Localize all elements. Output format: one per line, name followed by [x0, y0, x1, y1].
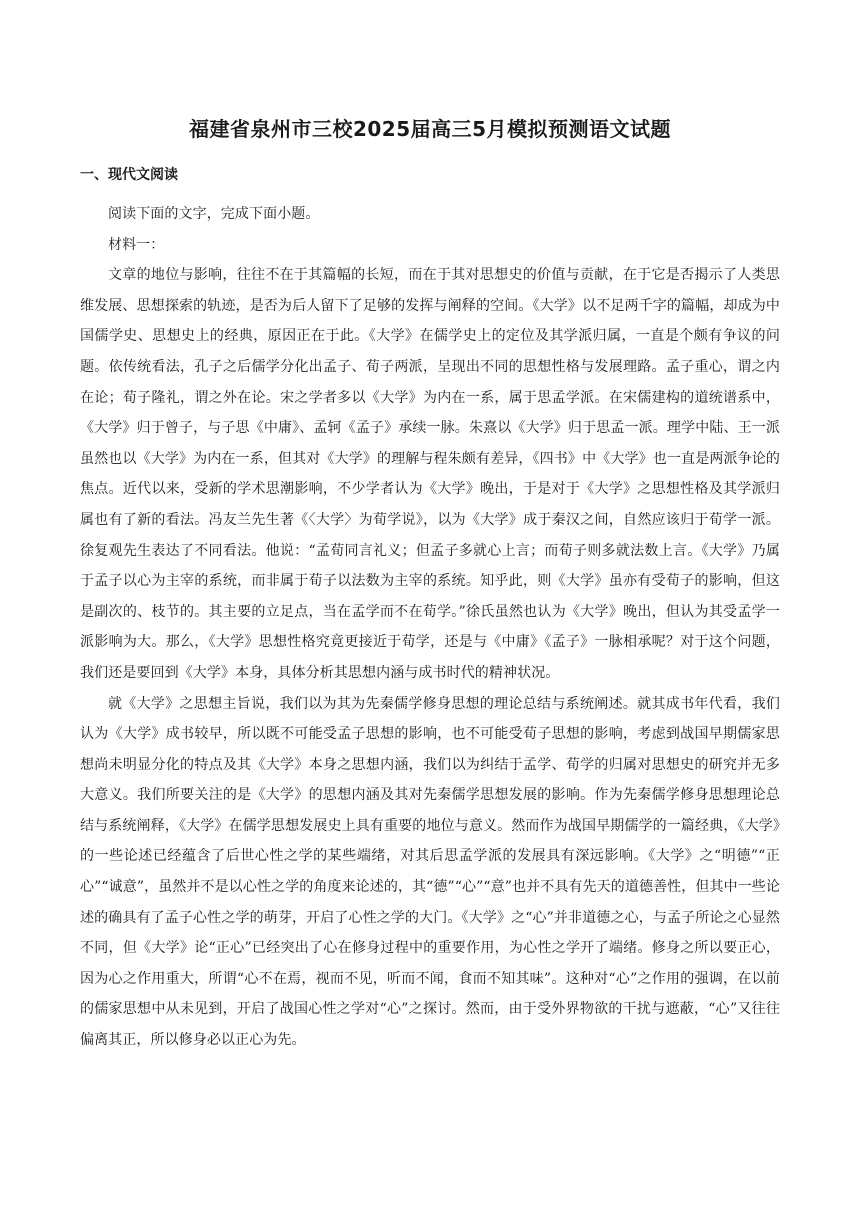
document-page — [80, 0, 780, 1056]
instruction-paragraph: 阅读下面的文字，完成下面小题。 — [108, 206, 320, 222]
material-label: 材料一： — [108, 236, 165, 253]
section-heading: 一、现代文阅读 — [80, 167, 178, 183]
body-paragraph: 文章的地位与影响，往往不在于其篇幅的长短，而在于其对思想史的价值与贡献，在于它是否揭示了人类思维发展、思想探索的轨迹，是否为后人留下了足够的发挥与阐释的空间。《大学》以不足两千字的篇幅，却成为中国儒学史、思想史上的经典，原因正在于此。《大学》在儒学史上的定位及其学派归属，一直是个颇有争议的问题。依传统看法，孔子之后儒学分化出孟子、荀子两派，呈现出不同的思想性格与发展理路。孟子重心，谓之内在论；荀子隆礼，谓之外在论。宋之学者多以《大学》为内在一系，属于思孟学派。在宋儒建构的道统谱系中，《大学》归于曾子，与子思《中庸》、孟轲《孟子》承续一脉。朱熹以《大学》归于思孟一派。理学中陆、王一派虽然也以《大学》为内在一系，但其对《大学》的理解与程朱颇有差异，《四书》中《大学》也一直是两派争论的焦点。近代以来，受新的学术思潮影响，不少学者认为《大学》晚出，于是对于《大学》之思想性格及其学派归属也有了新的看法。冯友兰先生著《〈大学〉为荀学说》，以为《大学》成于秦汉之间，自然应该归于荀学一派。徐复观先生表达了不同看法。他说：“孟荀同言礼义；但孟子多就心上言；而荀子则多就法数上言。《大学》乃属于孟子以心为主宰的系统，而非属于荀子以法数为主宰的系统。知乎此，则《大学》虽亦有受荀子的影响，但这是副次的、枝节的。其主要的立足点，当在孟学而不在荀学。”徐氏虽然也认为《大学》晚出，但认为其受孟学一派影响为大。那么，《大学》思想性格究竟更接近于荀学，还是与《中庸》《孟子》一脉相承呢？对于这个问题，我们还是要回到《大学》本身，具体分析其思想内涵与成书时代的精神状况。 — [80, 267, 780, 681]
document-title: 福建省泉州市三校2025届高三5月模拟预测语文试题 — [188, 117, 672, 141]
body-paragraph: 就《大学》之思想主旨说，我们以为其为先秦儒学修身思想的理论总结与系统阐述。就其成书年代看，我们认为《大学》成书较早，所以既不可能受孟子思想的影响，也不可能受荀子思想的影响，考虑到战国早期儒家思想尚未明显分化的特点及其《大学》本身之思想内涵，我们以为纠结于孟学、荀学的归属对思想史的研究并无多大意义。我们所要关注的是《大学》的思想内涵及其对先秦儒学思想发展的影响。作为先秦儒学修身思想理论总结与系统阐释，《大学》在儒学思想发展史上具有重要的地位与意义。然而作为战国早期儒学的一篇经典，《大学》的一些论述已经蕴含了后世心性之学的某些端绪，对其后思孟学派的发展具有深远影响。《大学》之“明德”“正心”“诚意”，虽然并不是以心性之学的角度来论述的，其“德”“心”“意”也并不具有先天的道德善性，但其中一些论述的确具有了孟子心性之学的萌芽，开启了心性之学的大门。《大学》之“心”并非道德之心，与孟子所论之心显然不同，但《大学》论“正心”已经突出了心在修身过程中的重要作用，为心性之学开了端绪。修身之所以要正心，因为心之作用重大，所谓“心不在焉，视而不见，听而不闻，食而不知其味”。这种对“心”之作用的强调，在以前的儒家思想中从未见到，开启了战国心性之学对“心”之探讨。然而，由于受外界物欲的干扰与遮蔽，“心”又往往偏离其正，所以修身必以正心为先。 — [80, 695, 780, 1049]
passage-body — [80, 199, 780, 1056]
